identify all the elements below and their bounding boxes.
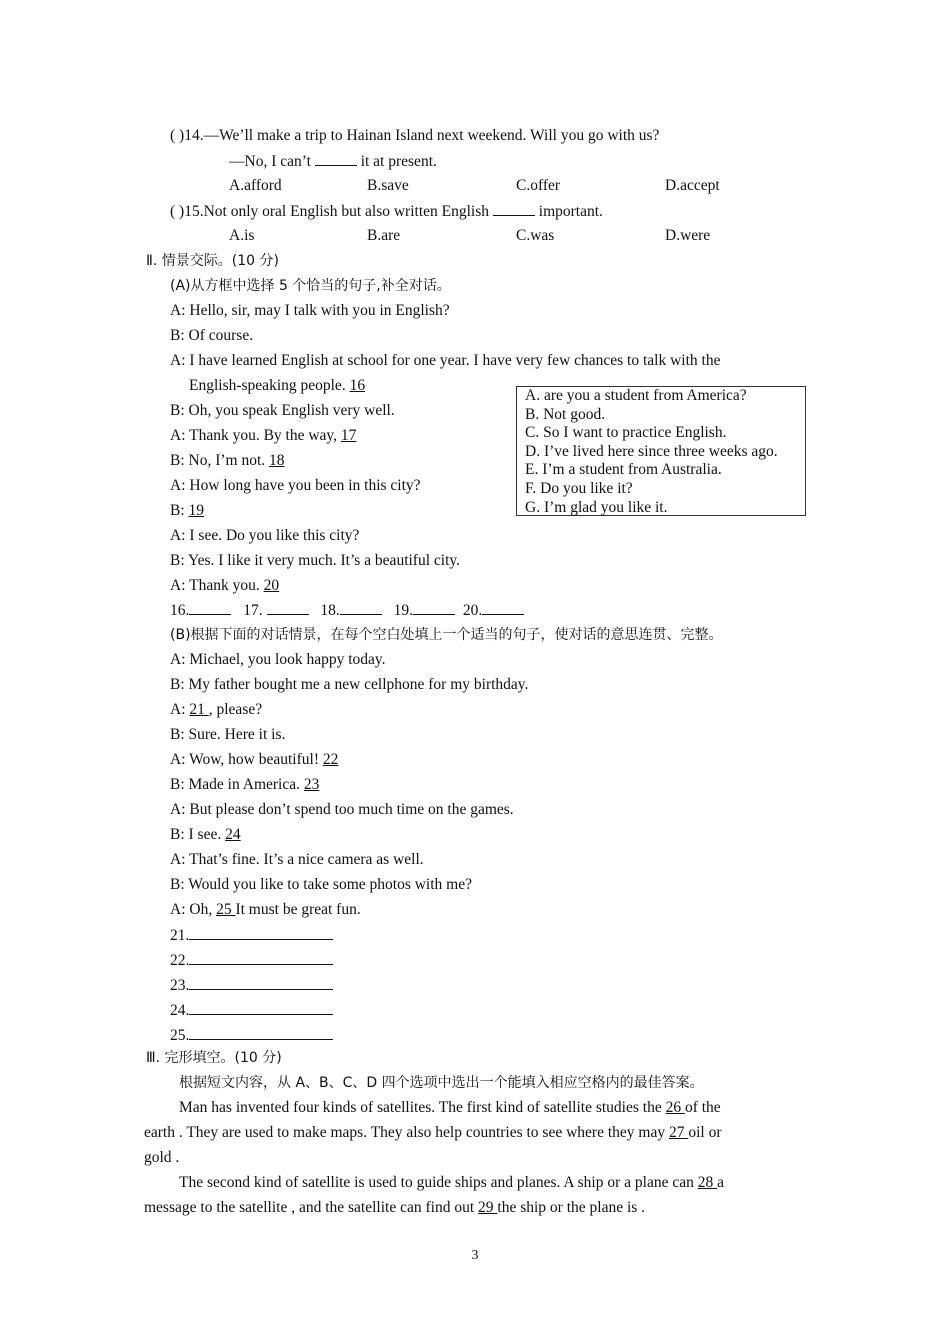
dialog-a-line: A: I have learned English at school for one year. I have very few chances to talk with the — [170, 352, 721, 369]
dialog-b-line: B: Sure. Here it is. — [170, 726, 286, 743]
blank-19: 19 — [188, 502, 205, 519]
q15-option-d: D.were — [665, 227, 711, 244]
answer-blank-23[interactable] — [189, 975, 333, 990]
dialog-a-line: A: Thank you. 20 — [170, 577, 280, 594]
dialog-b-line: A: Oh, 25 It must be great fun. — [170, 901, 361, 918]
answer-line-23: 23. — [170, 975, 333, 996]
choice-option: E. I’m a student from Australia. — [525, 461, 722, 479]
answer-label-19: 19. — [393, 602, 413, 619]
passage-line: earth . They are used to make maps. They also help countries to see where they may 27 oil or — [144, 1124, 722, 1141]
dialog-b-line: B: Would you like to take some photos with me? — [170, 876, 472, 893]
section2-heading: Ⅱ. 情景交际。(10 分) — [146, 253, 279, 269]
dialog-b-line: A: 21 , please? — [170, 701, 263, 718]
blank-20: 20 — [263, 577, 280, 594]
answer-line-25: 25. — [170, 1025, 333, 1046]
answer-blank-18[interactable] — [340, 600, 382, 615]
q14-option-c: C.offer — [516, 177, 561, 194]
answer-label-18: 18. — [320, 602, 340, 619]
section2-part-b-instruction: (B)根据下面的对话情景，在每个空白处填上一个适当的句子，使对话的意思连贯、完整。 — [170, 627, 723, 643]
answer-line-21: 21. — [170, 925, 333, 946]
q14-option-a: A.afford — [229, 177, 282, 194]
section3-heading: Ⅲ. 完形填空。(10 分) — [146, 1050, 282, 1066]
blank-18: 18 — [269, 452, 285, 469]
dialog-a-line: A: I see. Do you like this city? — [170, 527, 360, 544]
blank-27: 27 — [668, 1124, 689, 1141]
dialog-b-line: B: My father bought me a new cellphone for my birthday. — [170, 676, 529, 693]
dialog-a-line: B: No, I’m not. 18 — [170, 452, 285, 469]
answer-blank-16[interactable] — [189, 600, 231, 615]
q15-option-c: C.was — [516, 227, 555, 244]
dialog-b-line: A: But please don’t spend too much time on the games. — [170, 801, 514, 818]
choice-option: G. I’m glad you like it. — [525, 498, 668, 516]
answer-blank-25[interactable] — [189, 1025, 333, 1040]
blank-16: 16 — [349, 377, 366, 394]
answer-label-16: 16. — [170, 602, 190, 619]
answer-line-24: 24. — [170, 1000, 333, 1021]
blank-29: 29 — [478, 1199, 498, 1216]
dialog-b-line: B: I see. 24 — [170, 826, 241, 843]
q14-option-b: B.save — [367, 177, 409, 194]
dialog-a-line: A: How long have you been in this city? — [170, 477, 421, 494]
blank-17: 17 — [340, 427, 357, 444]
dialog-a-line: English-speaking people. 16 — [189, 377, 366, 394]
q15-blank — [493, 201, 535, 216]
blank-24: 24 — [225, 826, 241, 843]
choice-option: F. Do you like it? — [525, 479, 633, 497]
q14-reply: —No, I can’t it at present. — [229, 153, 437, 170]
blank-26: 26 — [665, 1099, 685, 1116]
blank-23: 23 — [303, 776, 320, 793]
blank-21: 21 — [189, 701, 209, 718]
q15-option-a: A.is — [229, 227, 255, 244]
answer-label-20: 20. — [462, 602, 483, 619]
passage-line: The second kind of satellite is used to guide ships and planes. A ship or a plane can 28 a — [179, 1174, 724, 1191]
answer-blank-22[interactable] — [189, 950, 333, 965]
dialog-a-line: B: Oh, you speak English very well. — [170, 402, 395, 419]
section3-instruction: 根据短文内容，从 A、B、C、D 四个选项中选出一个能填入相应空格内的最佳答案。 — [179, 1075, 704, 1091]
passage-line: message to the satellite , and the satellite can find out 29 the ship or the plane is . — [144, 1199, 646, 1216]
q14-blank — [315, 151, 357, 166]
q14-stem: ( )14.—We’ll make a trip to Hainan Island next weekend. Will you go with us? — [170, 127, 660, 144]
dialog-a-line: A: Hello, sir, may I talk with you in English? — [170, 302, 450, 319]
choice-option: A. are you a student from America? — [525, 387, 747, 404]
blank-25: 25 — [216, 901, 236, 918]
dialog-b-line: A: Michael, you look happy today. — [170, 651, 386, 668]
dialog-a-line: B: Of course. — [170, 327, 254, 344]
section2-part-a-instruction: (A)从方框中选择 5 个恰当的句子,补全对话。 — [170, 278, 451, 294]
q14-option-d: D.accept — [665, 177, 720, 194]
answer-blank-21[interactable] — [189, 925, 333, 940]
answer-row-16-20 — [170, 600, 524, 621]
page-number: 3 — [471, 1248, 479, 1263]
blank-28: 28 — [697, 1174, 718, 1191]
answer-blank-17[interactable] — [267, 600, 309, 615]
sentence-choice-box — [516, 386, 806, 516]
answer-blank-24[interactable] — [189, 1000, 333, 1015]
dialog-b-line: A: Wow, how beautiful! 22 — [170, 751, 339, 768]
dialog-b-line: A: That’s fine. It’s a nice camera as well. — [170, 851, 424, 868]
blank-22: 22 — [322, 751, 339, 768]
dialog-a-line: B: Yes. I like it very much. It’s a beautiful city. — [170, 552, 461, 569]
dialog-a-line: A: Thank you. By the way, 17 — [170, 427, 357, 444]
q15-stem: ( )15.Not only oral English but also written English important. — [170, 203, 603, 220]
answer-blank-19[interactable] — [413, 600, 455, 615]
answer-blank-20[interactable] — [482, 600, 524, 615]
q15-option-b: B.are — [367, 227, 401, 244]
choice-option: B. Not good. — [525, 405, 606, 423]
passage-line: gold . — [144, 1149, 180, 1166]
passage-line: Man has invented four kinds of satellites. The first kind of satellite studies the 26 of the — [179, 1099, 721, 1116]
choice-option: C. So I want to practice English. — [525, 424, 727, 442]
dialog-a-line: B: 19 — [170, 502, 205, 519]
answer-label-17: 17. — [243, 602, 263, 619]
dialog-b-line: B: Made in America. 23 — [170, 776, 320, 793]
choice-option: D. I’ve lived here since three weeks ago. — [525, 442, 778, 460]
answer-line-22: 22. — [170, 950, 333, 971]
